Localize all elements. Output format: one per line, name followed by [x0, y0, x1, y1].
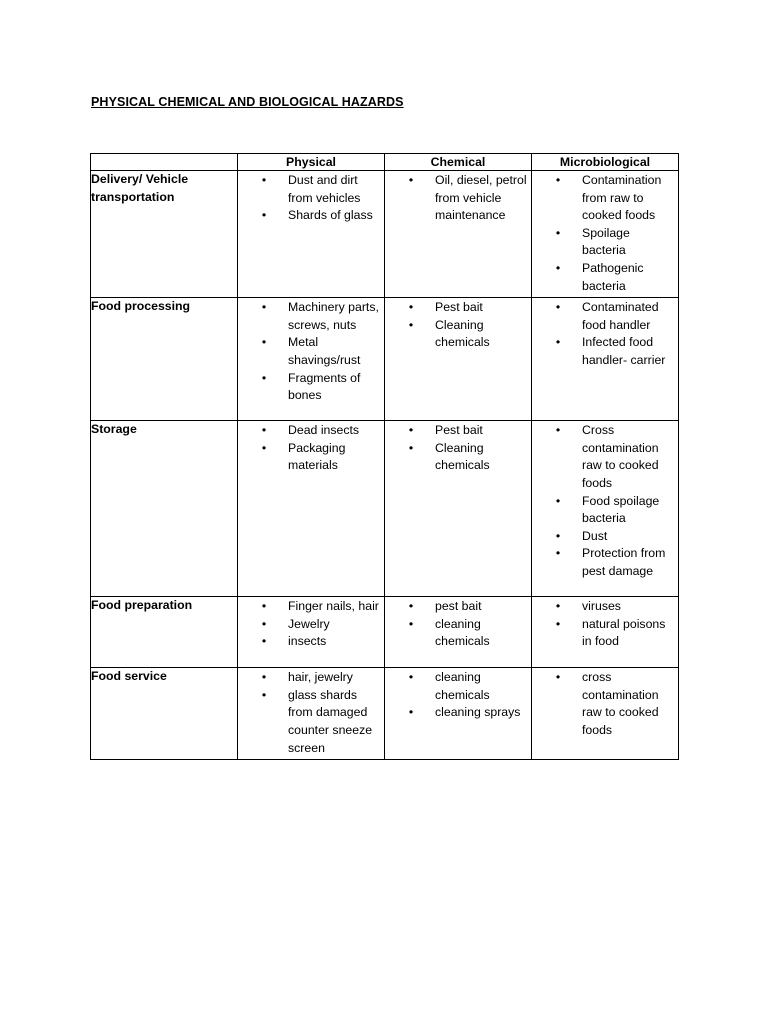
- chemical-cell: [385, 298, 532, 421]
- bullet-icon: •: [261, 173, 267, 187]
- list-item-text: Finger nails, hair: [288, 599, 379, 614]
- list-item: [238, 299, 382, 334]
- list-item: [238, 687, 382, 757]
- table-header-row: [91, 154, 679, 171]
- list-item-text: Contamination from raw to cooked foods: [582, 173, 662, 223]
- list-item: [238, 422, 382, 440]
- bullet-icon: •: [261, 370, 267, 385]
- list-item-text: Metal shavings/rust: [288, 335, 361, 367]
- list-item-text: cross contamination raw to cooked foods: [582, 670, 659, 737]
- row-label: Food processing: [91, 298, 238, 421]
- bullet-icon: •: [555, 173, 561, 187]
- chemical-cell: [385, 171, 532, 298]
- list-item-text: Food spoilage bacteria: [582, 493, 660, 526]
- list-item-text: Infected food handler- carrier: [582, 335, 666, 367]
- bullet-icon: •: [408, 300, 414, 315]
- list-item: [385, 422, 529, 440]
- list-item: [385, 440, 529, 475]
- list-item-text: natural poisons in food: [582, 616, 666, 649]
- bullet-icon: •: [408, 173, 414, 187]
- physical-list: [238, 668, 384, 759]
- row-label: Food preparation: [91, 597, 238, 668]
- bullet-icon: •: [555, 493, 561, 508]
- list-item: [238, 172, 382, 207]
- microbiological-cell: [532, 597, 679, 668]
- list-item-text: Jewelry: [288, 616, 330, 631]
- physical-cell: [238, 298, 385, 421]
- list-item: [532, 598, 676, 616]
- bullet-icon: •: [261, 300, 267, 315]
- list-item: [385, 172, 529, 225]
- bullet-icon: •: [555, 260, 561, 275]
- list-item: [532, 225, 676, 260]
- microbiological-cell: [532, 421, 679, 597]
- physical-cell: [238, 421, 385, 597]
- list-item-text: viruses: [582, 599, 621, 614]
- list-item-text: Packaging materials: [288, 440, 346, 473]
- table-row: [91, 668, 679, 760]
- chemical-cell: [385, 421, 532, 597]
- microbiological-list: [532, 421, 678, 582]
- bullet-icon: •: [408, 670, 414, 685]
- list-item-text: insects: [288, 634, 327, 649]
- list-item: [532, 172, 676, 225]
- chemical-list: [385, 298, 531, 354]
- microbiological-cell: [532, 298, 679, 421]
- bullet-icon: •: [408, 440, 414, 455]
- chemical-list: [385, 668, 531, 724]
- chemical-list: [385, 421, 531, 477]
- list-item-text: Cleaning chemicals: [435, 317, 490, 350]
- list-item: [238, 334, 382, 369]
- physical-list: [238, 597, 384, 653]
- list-item: [238, 669, 382, 687]
- bullet-icon: •: [555, 616, 561, 631]
- physical-cell: [238, 171, 385, 298]
- bullet-icon: •: [408, 423, 414, 438]
- table-row: [91, 171, 679, 298]
- physical-cell: [238, 597, 385, 668]
- list-item-text: Cross contamination raw to cooked foods: [582, 423, 659, 490]
- bullet-icon: •: [408, 616, 414, 631]
- microbiological-list: [532, 597, 678, 653]
- microbiological-cell: [532, 171, 679, 298]
- bullet-icon: •: [261, 423, 267, 438]
- list-item-text: Shards of glass: [288, 208, 373, 223]
- list-item-text: Oil, diesel, petrol from vehicle maintenance: [435, 173, 527, 223]
- bullet-icon: •: [555, 546, 561, 561]
- row-label: Food service: [91, 668, 238, 760]
- list-item-text: cleaning chemicals: [435, 670, 490, 702]
- list-item-text: Pest bait: [435, 300, 483, 315]
- table-row: [91, 597, 679, 668]
- list-item-text: Pest bait: [435, 423, 483, 438]
- physical-list: [238, 171, 384, 227]
- list-item-text: cleaning chemicals: [435, 616, 490, 649]
- bullet-icon: •: [555, 528, 561, 543]
- list-item: [238, 370, 382, 405]
- list-item: [385, 317, 529, 352]
- list-item-text: pest bait: [435, 599, 482, 614]
- list-item-text: Machinery parts, screws, nuts: [288, 300, 379, 332]
- bullet-icon: •: [555, 423, 561, 438]
- list-item: [238, 598, 382, 616]
- physical-list: [238, 298, 384, 407]
- physical-list: [238, 421, 384, 477]
- bullet-icon: •: [261, 208, 267, 223]
- list-item: [385, 704, 529, 722]
- bullet-icon: •: [261, 335, 267, 350]
- list-item-text: glass shards from damaged counter sneeze screen: [288, 687, 373, 755]
- bullet-icon: •: [408, 705, 414, 720]
- chemical-list: [385, 597, 531, 653]
- microbiological-cell: [532, 668, 679, 760]
- header-physical: Physical: [238, 154, 385, 171]
- header-empty: [91, 154, 238, 171]
- chemical-cell: [385, 597, 532, 668]
- list-item-text: Spoilage bacteria: [582, 225, 630, 258]
- list-item: [238, 616, 382, 634]
- list-item: [385, 299, 529, 317]
- microbiological-list: [532, 171, 678, 297]
- bullet-icon: •: [408, 317, 414, 332]
- table-row: [91, 421, 679, 597]
- header-microbiological: Microbiological: [532, 154, 679, 171]
- list-item: [532, 616, 676, 651]
- bullet-icon: •: [555, 300, 561, 315]
- list-item-text: cleaning sprays: [435, 705, 521, 720]
- list-item: [532, 545, 676, 580]
- list-item: [238, 440, 382, 475]
- list-item: [532, 334, 676, 369]
- list-item-text: Dust: [582, 528, 608, 543]
- bullet-icon: •: [408, 599, 414, 614]
- microbiological-list: [532, 668, 678, 741]
- list-item: [532, 669, 676, 739]
- list-item: [385, 598, 529, 616]
- list-item: [385, 669, 529, 704]
- bullet-icon: •: [261, 634, 267, 649]
- list-item-text: Contaminated food handler: [582, 300, 659, 332]
- row-label: Delivery/ Vehicle transportation: [91, 171, 238, 298]
- bullet-icon: •: [555, 599, 561, 614]
- list-item-text: Pathogenic bacteria: [582, 260, 644, 293]
- hazards-table: [90, 153, 679, 760]
- list-item-text: Cleaning chemicals: [435, 440, 490, 473]
- list-item: [532, 493, 676, 528]
- bullet-icon: •: [261, 616, 267, 631]
- bullet-icon: •: [555, 335, 561, 350]
- list-item: [238, 207, 382, 225]
- list-item-text: hair, jewelry: [288, 670, 353, 685]
- list-item: [532, 528, 676, 546]
- bullet-icon: •: [261, 440, 267, 455]
- bullet-icon: •: [555, 670, 561, 685]
- list-item: [532, 299, 676, 334]
- chemical-list: [385, 171, 531, 227]
- list-item: [238, 633, 382, 651]
- list-item-text: Dust and dirt from vehicles: [288, 173, 361, 205]
- list-item: [385, 616, 529, 651]
- list-item-text: Dead insects: [288, 423, 360, 438]
- physical-cell: [238, 668, 385, 760]
- bullet-icon: •: [555, 225, 561, 240]
- list-item-text: Fragments of bones: [288, 370, 361, 403]
- bullet-icon: •: [261, 687, 267, 702]
- list-item: [532, 422, 676, 492]
- list-item: [532, 260, 676, 295]
- bullet-icon: •: [261, 670, 267, 685]
- header-chemical: Chemical: [385, 154, 532, 171]
- chemical-cell: [385, 668, 532, 760]
- microbiological-list: [532, 298, 678, 371]
- bullet-icon: •: [261, 599, 267, 614]
- row-label: Storage: [91, 421, 238, 597]
- table-row: [91, 298, 679, 421]
- list-item-text: Protection from pest damage: [582, 546, 666, 578]
- document-title: PHYSICAL CHEMICAL AND BIOLOGICAL HAZARDS: [91, 95, 404, 109]
